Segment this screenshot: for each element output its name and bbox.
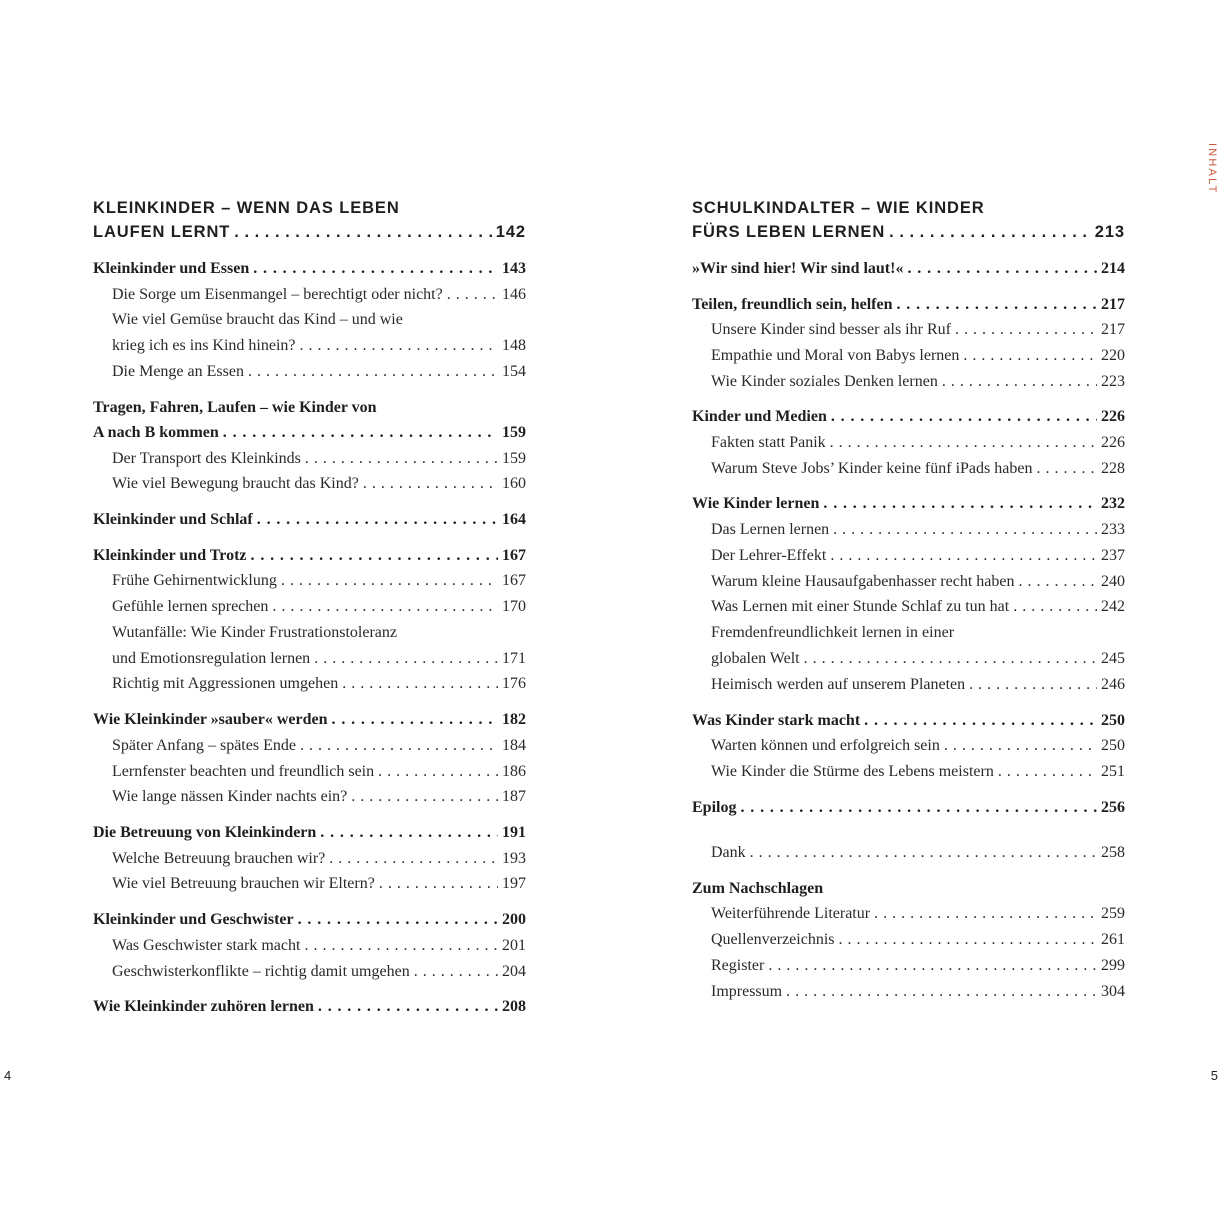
chapter-heading bbox=[692, 196, 1125, 244]
toc-entry[interactable]: Wie viel Bewegung braucht das Kind? . . . 160 bbox=[93, 471, 526, 497]
toc-entry[interactable]: Wie Kinder die Stürme des Lebens meistern . . . 251 bbox=[692, 759, 1125, 785]
toc-entry[interactable]: Gefühle lernen sprechen . . . 170 bbox=[93, 594, 526, 620]
toc-entry[interactable]: Quellenverzeichnis . . . 261 bbox=[692, 927, 1125, 953]
toc-entry[interactable]: Warum kleine Hausaufgabenhasser recht haben . . . 240 bbox=[692, 569, 1125, 595]
toc-section[interactable]: Was Kinder stark macht . . . 250 bbox=[692, 708, 1125, 734]
leader-dots bbox=[234, 220, 491, 244]
toc-entry-line: Wutanfälle: Wie Kinder Frustrationstoleranz bbox=[112, 623, 397, 641]
section-title: Kleinkinder und Essen bbox=[93, 260, 250, 277]
toc-entry[interactable]: krieg ich es ins Kind hinein? . . . 148 bbox=[93, 333, 526, 359]
toc-section[interactable]: Kleinkinder und Schlaf . . . 164 bbox=[93, 507, 526, 533]
right-page-toc bbox=[692, 196, 1125, 1005]
toc-entry[interactable]: Richtig mit Aggressionen umgehen . . . 176 bbox=[93, 671, 526, 697]
chapter-title-line2: LAUFEN LERNT bbox=[93, 223, 231, 241]
toc-entry[interactable]: Was Lernen mit einer Stunde Schlaf zu tun hat . . . 242 bbox=[692, 594, 1125, 620]
toc-entry[interactable]: Das Lernen lernen . . . 233 bbox=[692, 517, 1125, 543]
toc-entry[interactable]: Impressum . . . 304 bbox=[692, 979, 1125, 1005]
toc-entry[interactable]: Heimisch werden auf unserem Planeten . . . 246 bbox=[692, 672, 1125, 698]
toc-entry[interactable]: und Emotionsregulation lernen . . . 171 bbox=[93, 646, 526, 672]
section-side-label: INHALT bbox=[1206, 143, 1218, 195]
toc-section[interactable]: Kleinkinder und Geschwister . . . 200 bbox=[93, 907, 526, 933]
toc-entry[interactable]: Was Geschwister stark macht . . . 201 bbox=[93, 933, 526, 959]
toc-entry[interactable]: Register . . . 299 bbox=[692, 953, 1125, 979]
toc-entry[interactable]: Frühe Gehirnentwicklung . . . 167 bbox=[93, 568, 526, 594]
toc-entry[interactable]: Welche Betreuung brauchen wir? . . . 193 bbox=[93, 846, 526, 872]
left-page-toc bbox=[93, 196, 526, 1020]
toc-section[interactable]: Epilog . . . 256 bbox=[692, 795, 1125, 821]
toc-entry-line: Fremdenfreundlichkeit lernen in einer bbox=[711, 624, 955, 642]
toc-entry[interactable]: Geschwisterkonflikte – richtig damit umgehen . . . 204 bbox=[93, 959, 526, 985]
toc-entry[interactable]: Wie viel Betreuung brauchen wir Eltern? . . . 197 bbox=[93, 871, 526, 897]
toc-entry[interactable]: Unsere Kinder sind besser als ihr Ruf . . . 217 bbox=[692, 317, 1125, 343]
chapter-title-line1: KLEINKINDER – WENN DAS LEBEN bbox=[93, 199, 400, 217]
toc-section[interactable]: »Wir sind hier! Wir sind laut!« . . . 214 bbox=[692, 256, 1125, 282]
toc-entry[interactable]: Fakten statt Panik . . . 226 bbox=[692, 430, 1125, 456]
toc-entry[interactable]: Warten können und erfolgreich sein . . . 250 bbox=[692, 733, 1125, 759]
toc-section[interactable]: Kleinkinder und Trotz . . . 167 bbox=[93, 543, 526, 569]
chapter-page: 213 bbox=[1094, 223, 1125, 241]
toc-section[interactable]: Wie Kleinkinder zuhören lernen . . . 208 bbox=[93, 994, 526, 1020]
page-number-left: 4 bbox=[4, 1068, 12, 1083]
toc-entry[interactable]: Empathie und Moral von Babys lernen . . . 220 bbox=[692, 343, 1125, 369]
toc-entry[interactable]: Warum Steve Jobs’ Kinder keine fünf iPads haben . . . 228 bbox=[692, 456, 1125, 482]
toc-section[interactable]: Wie Kinder lernen . . . 232 bbox=[692, 491, 1125, 517]
toc-entry[interactable]: Weiterführende Literatur . . . 259 bbox=[692, 901, 1125, 927]
toc-entry[interactable]: globalen Welt . . . 245 bbox=[692, 646, 1125, 672]
toc-section[interactable] bbox=[93, 256, 526, 282]
chapter-title-line2: FÜRS LEBEN LERNEN bbox=[692, 223, 886, 241]
toc-section[interactable]: Wie Kleinkinder »sauber« werden . . . 182 bbox=[93, 707, 526, 733]
toc-section[interactable]: Teilen, freundlich sein, helfen . . . 217 bbox=[692, 292, 1125, 318]
toc-entry[interactable]: Lernfenster beachten und freundlich sein . . . 186 bbox=[93, 759, 526, 785]
toc-section[interactable]: Kinder und Medien . . . 226 bbox=[692, 404, 1125, 430]
toc-section[interactable]: A nach B kommen . . . 159 bbox=[93, 420, 526, 446]
leader-dots bbox=[889, 220, 1091, 244]
toc-entry[interactable]: Wie lange nässen Kinder nachts ein? . . . 187 bbox=[93, 784, 526, 810]
page-number-right: 5 bbox=[1210, 1068, 1218, 1083]
toc-entry[interactable]: Der Lehrer-Effekt . . . 237 bbox=[692, 543, 1125, 569]
section-title-line: Tragen, Fahren, Laufen – wie Kinder von bbox=[93, 398, 377, 416]
chapter-title-line1: SCHULKINDALTER – WIE KINDER bbox=[692, 199, 985, 217]
section-page: 143 bbox=[502, 260, 526, 277]
toc-entry[interactable]: Dank . . . 258 bbox=[692, 840, 1125, 866]
chapter-heading bbox=[93, 196, 526, 244]
toc-entry[interactable]: Die Sorge um Eisenmangel – berechtigt oder nicht? . . . 146 bbox=[93, 282, 526, 308]
section-title: Zum Nachschlagen bbox=[692, 879, 824, 897]
toc-section[interactable]: Die Betreuung von Kleinkindern . . . 191 bbox=[93, 820, 526, 846]
toc-entry[interactable]: Später Anfang – spätes Ende . . . 184 bbox=[93, 733, 526, 759]
toc-entry[interactable]: Wie Kinder soziales Denken lernen . . . 223 bbox=[692, 369, 1125, 395]
toc-entry-line: Wie viel Gemüse braucht das Kind – und wie bbox=[112, 311, 403, 329]
toc-entry[interactable]: Der Transport des Kleinkinds . . . 159 bbox=[93, 446, 526, 472]
toc-entry[interactable]: Die Menge an Essen . . . 154 bbox=[93, 359, 526, 385]
chapter-page: 142 bbox=[495, 223, 526, 241]
